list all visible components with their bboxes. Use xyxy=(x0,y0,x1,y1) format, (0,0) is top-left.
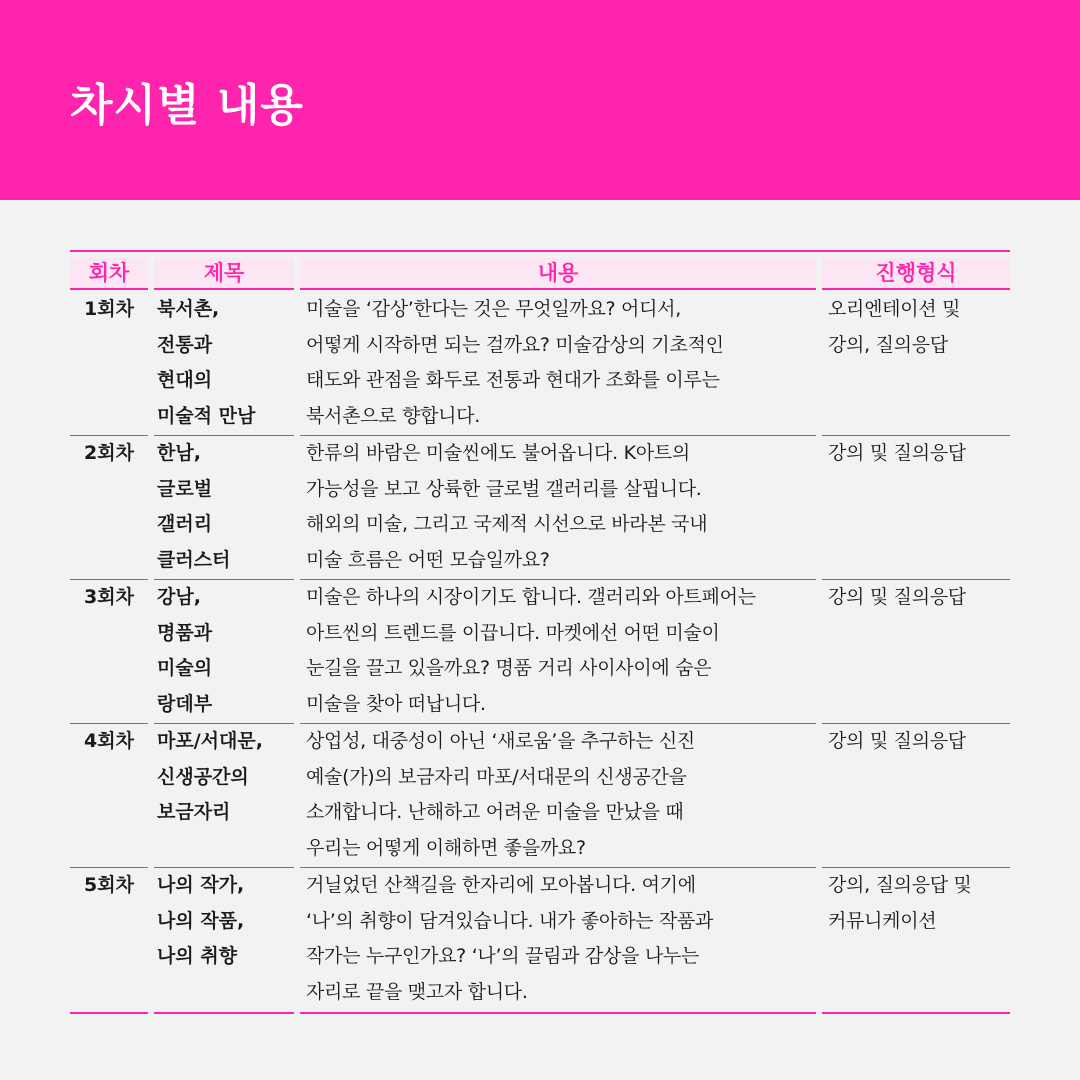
session-format xyxy=(822,436,1010,580)
session-number: 5회차 xyxy=(70,868,148,1014)
format-line: 강의, 질의응답 xyxy=(828,333,948,356)
session-number: 3회차 xyxy=(70,580,148,724)
header-banner xyxy=(0,0,1080,200)
title-line: 나의 취향 xyxy=(157,945,238,967)
title-line: 글로벌 xyxy=(157,477,213,500)
session-content xyxy=(300,724,816,868)
content-line: 어떻게 시작하면 되는 걸까요? 미술감상의 기초적인 xyxy=(306,333,724,356)
content-line: 한류의 바람은 미술씬에도 불어옵니다. K아트의 xyxy=(306,442,690,464)
table-row xyxy=(70,868,1010,1014)
table-row xyxy=(70,436,1010,580)
title-line: 명품과 xyxy=(157,621,213,644)
table-row xyxy=(70,580,1010,724)
content-line: 가능성을 보고 상륙한 글로벌 갤러리를 살핍니다. xyxy=(306,477,702,500)
title-line: 마포/서대문, xyxy=(157,730,263,752)
content-line: 북서촌으로 향합니다. xyxy=(306,404,480,427)
session-content xyxy=(300,292,816,436)
title-line: 강남, xyxy=(157,586,201,608)
schedule-table xyxy=(70,250,1010,1014)
session-title xyxy=(154,580,294,724)
title-line: 전통과 xyxy=(157,333,213,356)
title-line: 나의 작품, xyxy=(157,909,245,932)
format-line: 커뮤니케이션 xyxy=(828,909,937,932)
content-line: 태도와 관점을 화두로 전통과 현대가 조화를 이루는 xyxy=(306,369,720,391)
format-line: 강의 및 질의응답 xyxy=(828,442,966,464)
column-header-title: 제목 xyxy=(154,258,294,290)
content-line: 아트씬의 트렌드를 이끕니다. 마켓에선 어떤 미술이 xyxy=(306,621,720,644)
content-line: 예술(가)의 보금자리 마포/서대문의 신생공간을 xyxy=(306,765,687,788)
session-number: 4회차 xyxy=(70,724,148,868)
title-line: 보금자리 xyxy=(157,801,231,823)
title-line: 나의 작가, xyxy=(157,874,245,896)
title-line: 신생공간의 xyxy=(157,765,249,788)
content-line: 미술을 찾아 떠납니다. xyxy=(306,692,486,715)
session-number: 2회차 xyxy=(70,436,148,580)
session-format xyxy=(822,292,1010,436)
content-line: 미술을 ‘감상’한다는 것은 무엇일까요? 어디서, xyxy=(306,298,681,320)
session-content xyxy=(300,436,816,580)
session-title xyxy=(154,868,294,1014)
column-header-content: 내용 xyxy=(300,258,816,290)
table-header-row xyxy=(70,250,1010,292)
title-line: 미술의 xyxy=(157,657,213,679)
content-line: 소개합니다. 난해하고 어려운 미술을 만났을 때 xyxy=(306,801,684,823)
session-format xyxy=(822,868,1010,1014)
content-line: ‘나’의 취향이 담겨있습니다. 내가 좋아하는 작품과 xyxy=(306,909,713,932)
format-line: 강의 및 질의응답 xyxy=(828,586,966,608)
content-line: 해외의 미술, 그리고 국제적 시선으로 바라본 국내 xyxy=(306,513,708,535)
title-line: 미술적 만남 xyxy=(157,404,256,427)
title-line: 북서촌, xyxy=(157,298,220,320)
format-line: 오리엔테이션 및 xyxy=(828,298,961,320)
content-line: 작가는 누구인가요? ‘나’의 끌림과 감상을 나누는 xyxy=(306,945,699,967)
content-line: 우리는 어떻게 이해하면 좋을까요? xyxy=(306,836,586,859)
table-row xyxy=(70,724,1010,868)
title-line: 한남, xyxy=(157,442,201,464)
session-title xyxy=(154,436,294,580)
session-content xyxy=(300,868,816,1014)
session-number: 1회차 xyxy=(70,292,148,436)
session-title xyxy=(154,292,294,436)
session-format xyxy=(822,580,1010,724)
title-line: 갤러리 xyxy=(157,513,213,535)
column-header-session: 회차 xyxy=(70,258,148,290)
format-line: 강의, 질의응답 및 xyxy=(828,874,972,896)
table-row xyxy=(70,292,1010,436)
content-line: 거닐었던 산책길을 한자리에 모아봅니다. 여기에 xyxy=(306,874,696,896)
session-title xyxy=(154,724,294,868)
content-line: 미술 흐름은 어떤 모습일까요? xyxy=(306,548,550,571)
session-content xyxy=(300,580,816,724)
content-line: 상업성, 대중성이 아닌 ‘새로움’을 추구하는 신진 xyxy=(306,730,695,752)
content-line: 자리로 끝을 맺고자 합니다. xyxy=(306,980,528,1003)
page-title: 차시별 내용 xyxy=(70,80,304,131)
session-format xyxy=(822,724,1010,868)
content-line: 미술은 하나의 시장이기도 합니다. 갤러리와 아트페어는 xyxy=(306,586,756,608)
title-line: 클러스터 xyxy=(157,548,231,571)
format-line: 강의 및 질의응답 xyxy=(828,730,966,752)
title-line: 랑데부 xyxy=(157,692,213,715)
column-header-format: 진행형식 xyxy=(822,258,1010,290)
content-line: 눈길을 끌고 있을까요? 명품 거리 사이사이에 숨은 xyxy=(306,657,712,679)
title-line: 현대의 xyxy=(157,369,213,391)
